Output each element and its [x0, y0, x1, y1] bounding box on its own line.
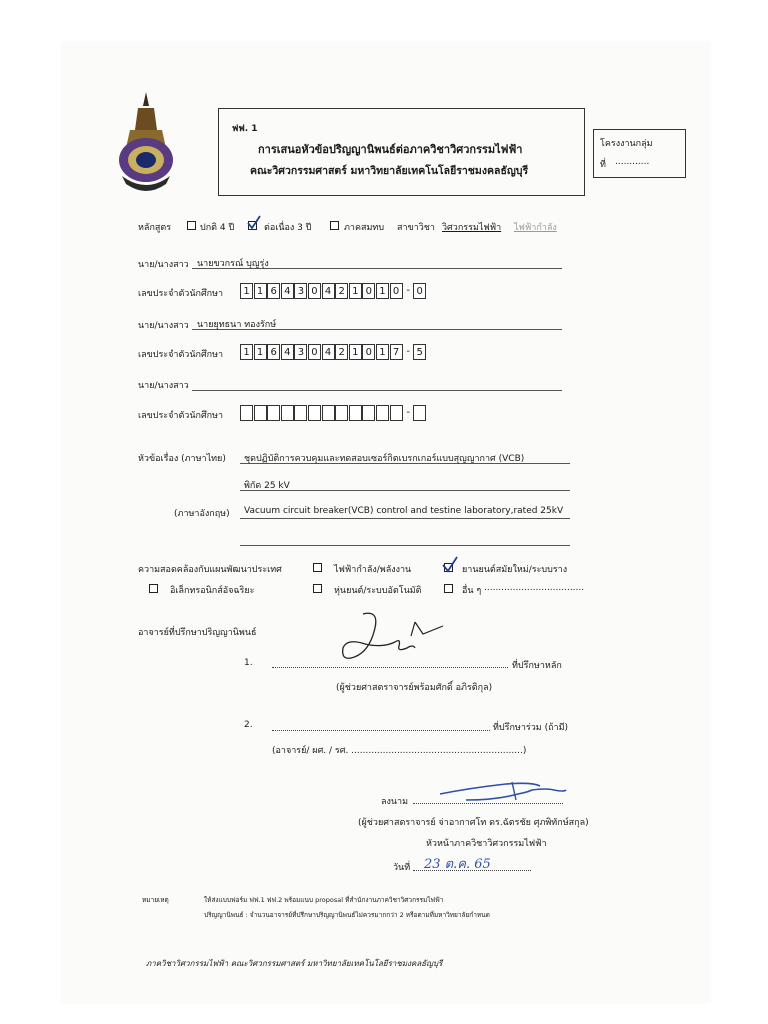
checkmark-icon [441, 555, 459, 573]
id-digit: 3 [294, 283, 307, 299]
id-digit: 6 [267, 283, 280, 299]
note-label: หมายเหตุ [142, 896, 169, 904]
student3-name-line[interactable] [192, 390, 562, 391]
group-number-label: ที่ [600, 160, 606, 170]
student3-name-label: นาย/นางสาว [138, 381, 189, 391]
alignment-robotics-checkbox[interactable] [313, 584, 322, 593]
id-digit [254, 405, 267, 421]
form-title-line1: การเสนอหัวข้อปริญญานิพนธ์ต่อภาควิชาวิศวกรรมไฟฟ้า [258, 143, 523, 156]
id-digit [281, 405, 294, 421]
alignment-power-label: ไฟฟ้ากำลัง/พลังงาน [334, 565, 412, 575]
student1-name-label: นาย/นางสาว [138, 260, 189, 270]
program-evening-checkbox[interactable] [330, 221, 339, 230]
page-footer: ภาควิชาวิศวกรรมไฟฟ้า คณะวิศวกรรมศาสตร์ มหาวิทยาลัยเทคโนโลยีราชมงคลธัญบุรี [146, 959, 443, 968]
approval-name: (ผู้ช่วยศาสตราจารย์ จ่าอากาศโท ดร.ฉัตรชัย ศุภพิทักษ์สกุล) [358, 818, 589, 828]
id-digit: 4 [281, 344, 294, 360]
program-continuing-label: ต่อเนื่อง 3 ปี [264, 223, 312, 233]
major-label: สาขาวิชา [397, 223, 435, 233]
id-digit [390, 405, 403, 421]
id-digit [294, 405, 307, 421]
student1-name[interactable]: นายขวกรณ์ บุญรุ่ง [197, 259, 269, 269]
student3-id-field[interactable] [240, 405, 427, 421]
id-digit [335, 405, 348, 421]
student2-name-label: นาย/นางสาว [138, 321, 189, 331]
id-digit: 2 [335, 283, 348, 299]
id-digit [267, 405, 280, 421]
program-regular-label: ปกติ 4 ปี [200, 223, 235, 233]
id-digit: 0 [390, 283, 403, 299]
note-line1: ให้ส่งแบบฟอร์ม ฟฟ.1 ฟฟ.2 พร้อมแนบ proposal ที่สำนักงานภาควิชาวิศวกรรมไฟฟ้า [204, 896, 444, 904]
id-digit [240, 405, 253, 421]
id-digit [322, 405, 335, 421]
group-project-label: โครงงานกลุ่ม [600, 139, 653, 149]
alignment-other-checkbox[interactable] [444, 584, 453, 593]
alignment-other-label: อื่น ๆ [462, 586, 482, 596]
program-evening-label: ภาคสมทบ [344, 223, 385, 233]
id-dash: - [406, 407, 410, 418]
id-digit: 0 [308, 344, 321, 360]
id-digit: 4 [322, 283, 335, 299]
alignment-robotics-label: หุ่นยนต์/ระบบอัตโนมัติ [334, 586, 422, 596]
form-title-line2: คณะวิศวกรรมศาสตร์ มหาวิทยาลัยเทคโนโลยีราชมงคลธัญบุรี [250, 165, 529, 177]
advisor-main-number: 1. [244, 658, 253, 668]
program-label: หลักสูตร [138, 223, 172, 233]
approval-date-label: วันที่ [393, 863, 411, 873]
note-line2: ปริญญานิพนธ์ : จำนวนอาจารย์ที่ปรึกษาปริญญานิพนธ์ไม่ควรมากกว่า 2 หรือตามที่มหาวิทยาลัยกำหนด [204, 911, 490, 919]
id-digit: 6 [267, 344, 280, 360]
id-digit [376, 405, 389, 421]
topic-eng-line1 [240, 518, 570, 519]
advisor-co-name[interactable]: (อาจารย์/ ผศ. / รศ. ............................................................) [272, 746, 527, 756]
topic-eng-value1[interactable]: Vacuum circuit breaker(VCB) control and testine laboratory,rated 25kV [244, 506, 564, 516]
id-check-digit: 5 [413, 344, 426, 360]
topic-eng-label: (ภาษาอังกฤษ) [174, 509, 230, 519]
form-code: ฟฟ. 1 [232, 124, 258, 134]
id-digit: 1 [376, 283, 389, 299]
advisor-co-role: ที่ปรึกษาร่วม (ถ้ามี) [493, 723, 569, 733]
id-digit: 1 [254, 344, 267, 360]
id-dash: - [406, 346, 410, 357]
id-digit: 4 [281, 283, 294, 299]
student2-id-label: เลขประจำตัวนักศึกษา [138, 350, 224, 360]
id-digit: 0 [362, 344, 375, 360]
advisor-main-role: ที่ปรึกษาหลัก [512, 661, 562, 671]
major-value: วิศวกรรมไฟฟ้า [442, 223, 502, 233]
topic-eng-line2[interactable] [240, 545, 570, 546]
approval-sign-label: ลงนาม [381, 797, 409, 807]
student1-id-label: เลขประจำตัวนักศึกษา [138, 289, 224, 299]
topic-thai-value2[interactable]: พิกัด 25 kV [244, 481, 290, 491]
id-digit: 1 [240, 283, 253, 299]
major-extra: ไฟฟ้ากำลัง [514, 223, 557, 233]
group-number-field[interactable]: ............ [615, 157, 650, 167]
id-digit: 0 [308, 283, 321, 299]
student1-id-field[interactable] [240, 283, 427, 299]
approval-position: หัวหน้าภาควิชาวิศวกรรมไฟฟ้า [426, 839, 547, 849]
alignment-electronics-label: อิเล็กทรอนิกส์อัจฉริยะ [170, 586, 255, 596]
id-digit: 1 [240, 344, 253, 360]
alignment-vehicle-label: ยานยนต์สมัยใหม่/ระบบราง [462, 565, 568, 575]
alignment-label: ความสอดคล้องกับแผนพัฒนาประเทศ [138, 565, 282, 575]
id-digit: 1 [349, 283, 362, 299]
id-digit [362, 405, 375, 421]
id-digit: 1 [376, 344, 389, 360]
alignment-electronics-checkbox[interactable] [149, 584, 158, 593]
advisor-co-number: 2. [244, 720, 253, 730]
approval-date-value[interactable]: 23 ต.ค. 65 [424, 857, 491, 872]
advisor-co-signature-line[interactable] [272, 730, 490, 731]
checkmark-icon [246, 214, 262, 230]
id-check-digit: 0 [413, 283, 426, 299]
alignment-other-field[interactable]: ................................... [484, 583, 585, 593]
id-digit: 1 [254, 283, 267, 299]
advisors-label: อาจารย์ที่ปรึกษาปริญญานิพนธ์ [138, 628, 257, 638]
student2-id-field[interactable] [240, 344, 427, 360]
id-digit: 2 [335, 344, 348, 360]
id-digit: 0 [362, 283, 375, 299]
program-regular-checkbox[interactable] [187, 221, 196, 230]
advisor-main-name: (ผู้ช่วยศาสตราจารย์พร้อมศักดิ์ อภิรติกุล) [336, 683, 493, 693]
id-digit: 3 [294, 344, 307, 360]
id-digit [308, 405, 321, 421]
student3-id-label: เลขประจำตัวนักศึกษา [138, 411, 224, 421]
id-check-digit [413, 405, 426, 421]
id-digit: 1 [349, 344, 362, 360]
head-signature [436, 778, 570, 804]
id-digit: 4 [322, 344, 335, 360]
id-digit [349, 405, 362, 421]
alignment-power-checkbox[interactable] [313, 563, 322, 572]
advisor-signature [335, 608, 447, 668]
student2-name[interactable]: นายยุทธนา ทองรักษ์ [197, 320, 277, 330]
id-digit: 7 [390, 344, 403, 360]
topic-thai-label: หัวข้อเรื่อง (ภาษาไทย) [138, 454, 226, 464]
id-dash: - [406, 285, 410, 296]
university-seal-logo [116, 90, 176, 198]
topic-thai-value1[interactable]: ชุดปฏิบัติการควบคุมและทดสอบเซอร์กิตเบรกเกอร์แบบสุญญากาศ (VCB) [244, 454, 525, 464]
